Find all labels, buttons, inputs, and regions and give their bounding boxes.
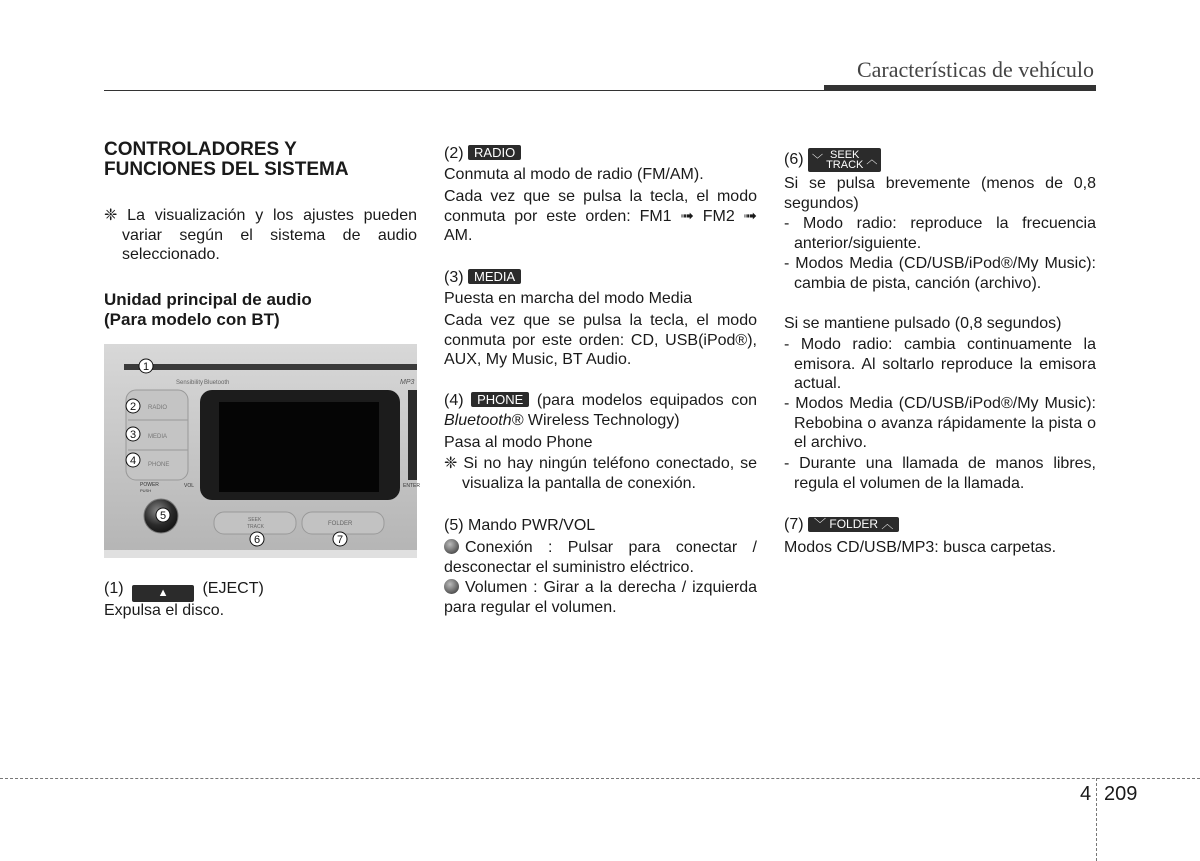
eject-description: Expulsa el disco. — [104, 602, 225, 619]
seek-bullet-2: - Modos Media (CD/USB/iPod®/My Music): cambia de pista, canción (archivo). — [784, 255, 1096, 292]
knob-icon — [444, 579, 459, 594]
callout-4: 4 — [129, 455, 137, 467]
callout-5: 5 — [159, 510, 167, 522]
media-desc-1: Puesta en marcha del modo Media — [444, 290, 693, 307]
folder-desc: Modos CD/USB/MP3: busca carpetas. — [784, 539, 1057, 556]
seek-hold: Si se mantiene pulsado (0,8 segundos) — [784, 315, 1062, 332]
seek-track-key — [214, 512, 296, 534]
folder-key-label: FOLDER — [328, 521, 353, 527]
cd-slot — [124, 364, 417, 370]
pwr-volume: Volumen : Girar a la derecha / izquierda para regular el volumen. — [444, 579, 757, 616]
phone-badge: PHONE — [471, 392, 529, 407]
callout-2: 2 — [129, 401, 137, 413]
push-label: PUSH — [140, 488, 152, 493]
phone-note: ❈ Si no hay ningún teléfono conectado, se visualiza la pantalla de conexión. — [444, 455, 758, 492]
seek-bullet-1: - Modo radio: reproduce la frecuencia anterior/siguiente. — [784, 215, 1096, 252]
callout-1: 1 — [142, 361, 150, 373]
media-key-label: MEDIA — [148, 434, 168, 440]
folder-heading: (7) ﹀ FOLDER ︿ — [784, 515, 1096, 535]
bluetooth-text: Bluetooth — [204, 380, 230, 386]
right-panel — [408, 390, 417, 480]
folder-badge: ﹀ FOLDER ︿ — [808, 517, 899, 532]
seek-bullet-3: - Modo radio: cambia continuamente la emisora. Al soltarlo reproduce la emisora actual. — [784, 336, 1096, 392]
radio-heading: (2) RADIO — [444, 144, 757, 164]
section-heading: CONTROLADORES Y FUNCIONES DEL SISTEMA — [104, 139, 349, 180]
knob-icon — [444, 539, 459, 554]
media-badge: MEDIA — [468, 269, 521, 284]
chevron-up-icon: ︿ — [866, 153, 878, 166]
seek-intro: Si se pulsa brevemente (menos de 0,8 segundos) — [784, 175, 1096, 212]
chevron-down-icon: ﹀ — [812, 153, 824, 166]
page-number: 209 — [1104, 783, 1138, 805]
header-rule-thick — [824, 85, 1096, 91]
footer-divider — [0, 778, 1200, 779]
radio-desc-1: Conmuta al modo de radio (FM/AM). — [444, 166, 704, 183]
phone-key-label: PHONE — [148, 462, 170, 468]
callout-3: 3 — [129, 429, 137, 441]
enter-label: ENTER — [403, 483, 420, 489]
page-header-title: Características de vehículo — [856, 57, 1094, 82]
media-heading: (3) MEDIA — [444, 268, 757, 288]
screen — [219, 402, 379, 492]
note-paragraph: ❈ La visualización y los ajustes pueden variar según el sistema de audio seleccionado. — [104, 207, 417, 263]
media-desc-2: Cada vez que se pulsa la tecla, el modo conmuta por este orden: CD, USB(iPod®), AUX, My Music, BT Audio. — [444, 312, 757, 368]
sub-heading: Unidad principal de audio (Para modelo con BT) — [104, 290, 312, 329]
callout-6: 6 — [253, 534, 261, 546]
chevron-down-icon: ﹀ — [814, 517, 827, 531]
radio-badge: RADIO — [468, 145, 521, 160]
seek-key-label: SEEK — [248, 517, 262, 523]
phone-heading: (4) PHONE (para modelos equipados con Bluetooth® Wireless Technology) — [444, 392, 757, 429]
chevron-up-icon: ︿ — [881, 517, 894, 531]
seek-heading: (6) ﹀ SEEK TRACK ︿ — [784, 148, 1096, 172]
vol-label: VOL — [184, 483, 195, 489]
mp3-text: MP3 — [400, 379, 415, 386]
phone-desc-1: Pasa al modo Phone — [444, 434, 593, 451]
power-label: POWER — [140, 482, 159, 488]
seek-bullet-4: - Modos Media (CD/USB/iPod®/My Music): Rebobina o avanza rápidamente la pista o el archivo. — [784, 395, 1096, 451]
callout-7: 7 — [336, 534, 344, 546]
pwr-heading: (5) Mando PWR/VOL — [444, 517, 596, 534]
radio-desc-2: Cada vez que se pulsa la tecla, el modo conmuta por este orden: FM1 ➟ FM2 ➟ AM. — [444, 188, 757, 244]
pwr-connect: Conexión : Pulsar para conectar / desconectar el suministro eléctrico. — [444, 539, 757, 576]
seek-bullet-5: - Durante una llamada de manos libres, regula el volumen de la llamada. — [784, 455, 1096, 492]
note-symbol: ❈ — [444, 455, 458, 472]
brand-text: Sensibility — [176, 380, 204, 386]
chapter-number: 4 — [1080, 783, 1092, 805]
footer-vertical-divider — [1096, 778, 1097, 861]
radio-key-label: RADIO — [148, 405, 168, 411]
header-rule — [104, 90, 824, 91]
seek-track-badge: ﹀ SEEK TRACK ︿ — [808, 148, 881, 172]
audio-unit-photo — [104, 344, 420, 558]
track-key-label: TRACK — [247, 524, 264, 530]
eject-button-icon: ▲ — [132, 585, 194, 602]
eject-line: (1) ▲ (EJECT) — [104, 579, 417, 602]
